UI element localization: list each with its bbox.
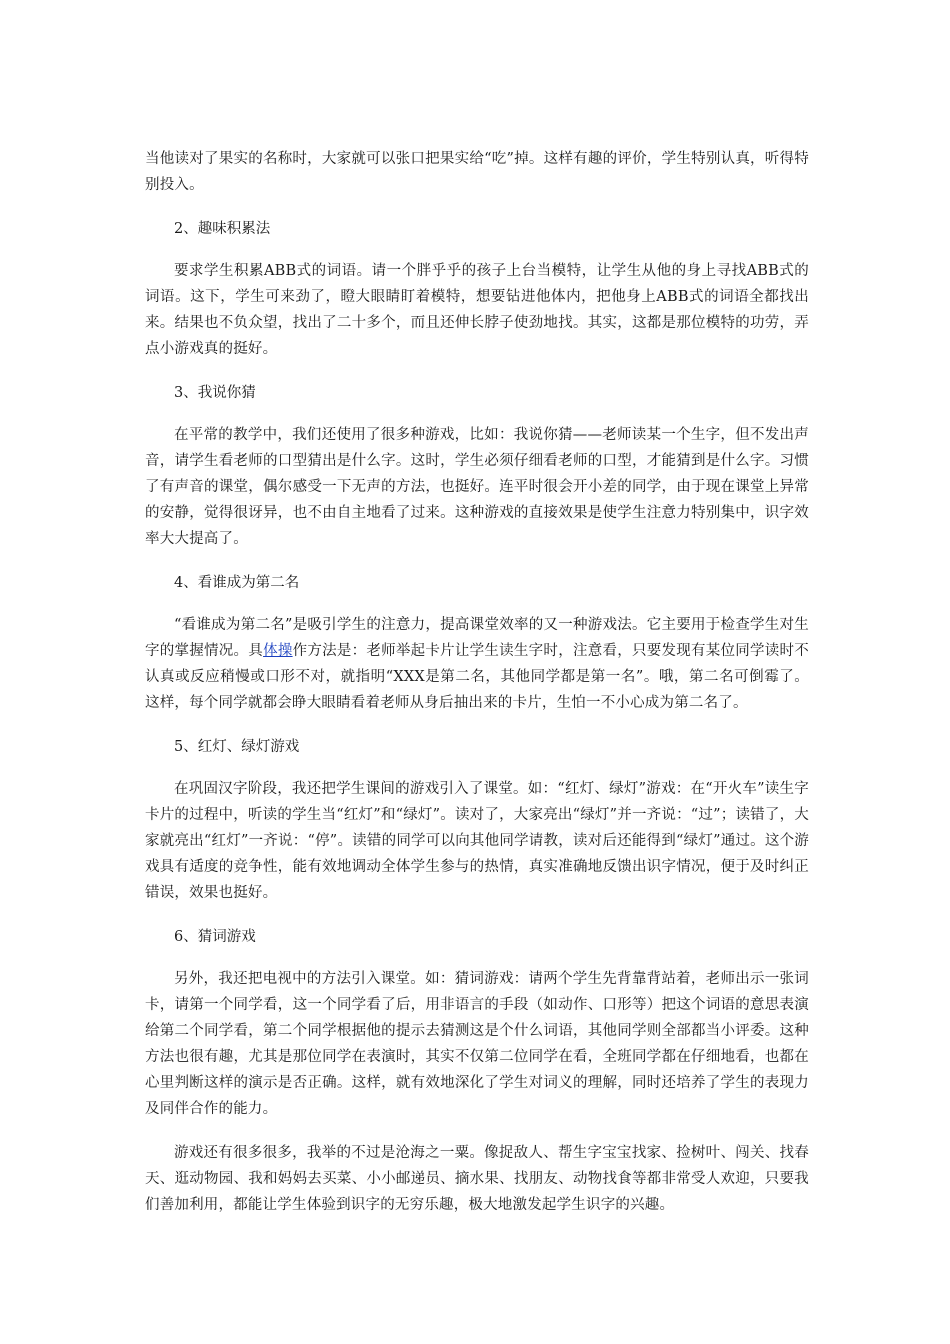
section-5-paragraph: 在巩固汉字阶段，我还把学生课间的游戏引入了课堂。如：“红灯、绿灯”游戏：在“开火车”读生字卡片的过程中，听读的学生当“红灯”和“绿灯”。读对了，大家亮出“绿灯”并一齐说：“过”；读错了，大家就亮出“红灯”一齐说：“停”。读错的同学可以向其他同学请教，读对后还能得到“绿灯”通过。这个游戏具有适度的竞争性，能有效地调动全体学生参与的热情，真实准确地反馈出识字情况，便于及时纠正错误，效果也挺好。 — [145, 781, 809, 901]
section-4-paragraph — [145, 612, 809, 716]
section-3-paragraph: 在平常的教学中，我们还使用了很多种游戏，比如：我说你猜——老师读某一个生字，但不发出声音，请学生看老师的口型猜出是什么字。这时，学生必须仔细看老师的口型，才能猜到是什么字。习惯了有声音的课堂，偶尔感受一下无声的方法，也挺好。连平时很会开小差的同学，由于现在课堂上异常的安静，觉得很讶异，也不由自主地看了过来。这种游戏的直接效果是使学生注意力特别集中，识字效率大大提高了。 — [145, 427, 809, 547]
section-3-title: 3、我说你猜 — [174, 385, 256, 401]
document-page — [145, 146, 809, 1218]
section-6-title: 6、猜词游戏 — [174, 929, 256, 945]
intro-paragraph: 当他读对了果实的名称时，大家就可以张口把果实给“吃”掉。这样有趣的评价，学生特别认真，听得特别投入。 — [145, 151, 809, 193]
section-6-paragraph: 另外，我还把电视中的方法引入课堂。如：猜词游戏：请两个学生先背靠背站着，老师出示一张词卡，请第一个同学看，这一个同学看了后，用非语言的手段（如动作、口形等）把这个词语的意思表演给第二个同学看，第二个同学根据他的提示去猜测这是个什么词语，其他同学则全部都当小评委。这种方法也很有趣，尤其是那位同学在表演时，其实不仅第二位同学在看，全班同学都在仔细地看，也都在心里判断这样的演示是否正确。这样，就有效地深化了学生对词义的理解，同时还培养了学生的表现力及同伴合作的能力。 — [145, 971, 809, 1117]
section-4-title: 4、看谁成为第二名 — [174, 575, 300, 591]
closing-paragraph: 游戏还有很多很多，我举的不过是沧海之一粟。像捉敌人、帮生字宝宝找家、捡树叶、闯关、找春天、逛动物园、我和妈妈去买菜、小小邮递员、摘水果、找朋友、动物找食等都非常受人欢迎，只要我们善加利用，都能让学生体验到识字的无穷乐趣，极大地激发起学生识字的兴趣。 — [145, 1145, 809, 1213]
section-4-text-before: “看谁成为第二名”是吸引学生的注意力，提高课堂效率的又一种游戏法。它主要用于检查学生对生字的掌握情况。具 — [145, 617, 809, 659]
section-5-title: 5、红灯、绿灯游戏 — [174, 739, 300, 755]
tiyu-link[interactable]: 体操 — [263, 643, 293, 659]
section-2-paragraph: 要求学生积累ABB式的词语。请一个胖乎乎的孩子上台当模特，让学生从他的身上寻找ABB式的词语。这下，学生可来劲了，瞪大眼睛盯着模特，想要钻进他体内，把他身上ABB式的词语全都找出来。结果也不负众望，找出了二十多个，而且还伸长脖子使劲地找。其实，这都是那位模特的功劳，弄点小游戏真的挺好。 — [145, 263, 809, 357]
section-4-text-after: 作方法是：老师举起卡片让学生读生字时，注意看，只要发现有某位同学读时不认真或反应稍慢或口形不对，就指明“XXX是第二名，其他同学都是第一名”。哦，第二名可倒霉了。这样，每个同学就都会睁大眼睛看着老师从身后抽出来的卡片，生怕一不小心成为第二名了。 — [145, 643, 809, 711]
section-2-title: 2、趣味积累法 — [174, 221, 271, 237]
